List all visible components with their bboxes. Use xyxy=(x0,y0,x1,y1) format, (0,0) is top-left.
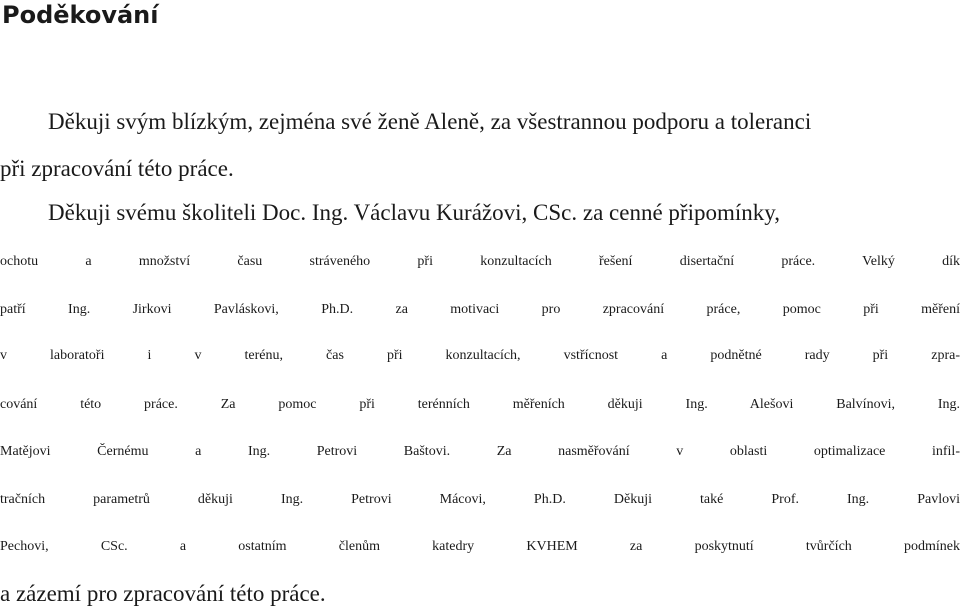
text-line: Děkuji svým blízkým, zejména své ženě Aleně, za všestrannou podporu a toleranci xyxy=(48,109,812,134)
text-line: tračních parametrů děkuji Ing. Petrovi Mácovi, Ph.D. Děkuji také Prof. Ing. Pavlovi xyxy=(0,492,960,507)
text-line: a zázemí pro zpracování této práce. xyxy=(0,581,326,606)
text-line: patří Ing. Jirkovi Pavláskovi, Ph.D. za motivaci pro zpracování práce, pomoc při měření xyxy=(0,302,960,317)
text-line: cování této práce. Za pomoc při terénních měřeních děkuji Ing. Alešovi Balvínovi, Ing. xyxy=(0,397,960,412)
text-line: Matějovi Černému a Ing. Petrovi Baštovi. Za nasměřování v oblasti optimalizace infil- xyxy=(0,444,960,459)
text-line: při zpracování této práce. xyxy=(0,156,234,181)
text-line: Děkuji svému školiteli Doc. Ing. Václavu Kurážovi, CSc. za cenné připomínky, xyxy=(48,200,780,225)
page-title: Poděkování xyxy=(2,1,159,29)
text-line: ochotu a množství času stráveného při konzultacích řešení disertační práce. Velký dík xyxy=(0,254,960,269)
text-line: Pechovi, CSc. a ostatním členům katedry KVHEM za poskytnutí tvůrčích podmínek xyxy=(0,539,960,554)
text-line: v laboratoři i v terénu, čas při konzultacích, vstřícnost a podnětné rady při zpra- xyxy=(0,348,960,363)
